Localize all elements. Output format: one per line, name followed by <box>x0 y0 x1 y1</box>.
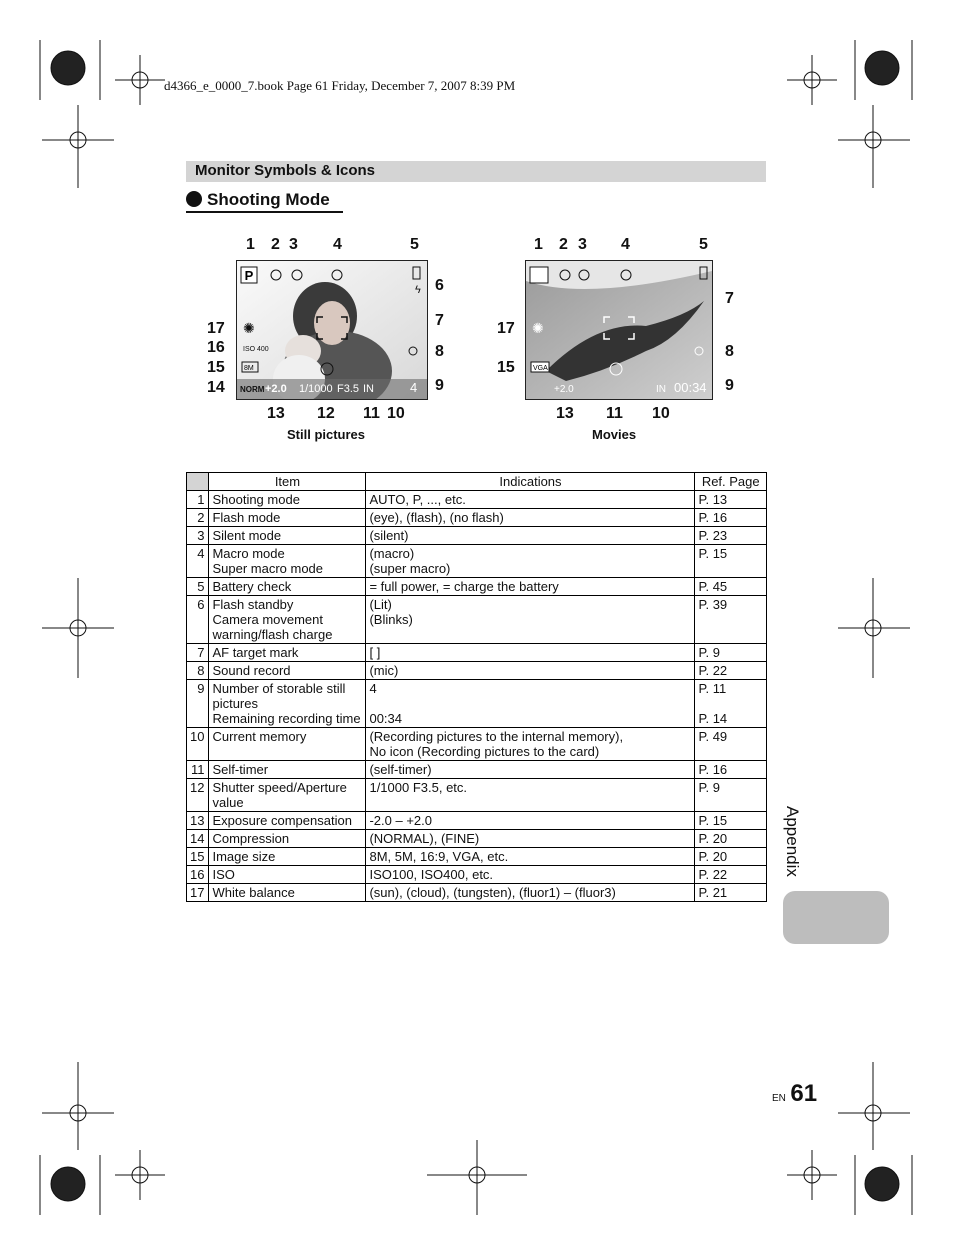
table-cell-item-line: AF target mark <box>212 645 299 660</box>
movie-exposure-value: +2.0 <box>554 384 574 395</box>
table-cell-indications <box>366 728 695 761</box>
still-callout-15: 15 <box>207 359 225 376</box>
still-callout-8: 8 <box>435 343 444 360</box>
table-cell-item <box>209 491 366 509</box>
table-cell-item-line: Sound record <box>212 663 291 678</box>
still-callout-7: 7 <box>435 312 444 329</box>
table-cell-number: 4 <box>187 545 209 578</box>
table-cell-indications <box>366 848 695 866</box>
table-header-item: Item <box>209 473 366 491</box>
table-cell-number: 9 <box>187 680 209 728</box>
still-callout-13: 13 <box>267 405 285 422</box>
table-cell-item-line: Current memory <box>212 729 307 744</box>
table-cell-number: 10 <box>187 728 209 761</box>
memory-icon: IN <box>363 383 374 395</box>
table-row <box>187 509 767 527</box>
table-row <box>187 662 767 680</box>
table-cell-item <box>209 728 366 761</box>
table-cell-item <box>209 527 366 545</box>
table-cell-ref <box>695 527 767 545</box>
table-body <box>187 491 767 902</box>
table-cell-number: 15 <box>187 848 209 866</box>
table-row <box>187 884 767 902</box>
table-cell-indications <box>366 866 695 884</box>
table-cell-ref-line: P. 16 <box>698 762 728 777</box>
table-cell-indications-line: (super macro) <box>369 561 451 576</box>
table-cell-item-line: pictures <box>212 696 258 711</box>
symbols-table <box>186 472 767 902</box>
table-cell-number: 2 <box>187 509 209 527</box>
still-callout-1: 1 <box>246 236 255 253</box>
subsection-title: Shooting Mode <box>207 190 330 209</box>
table-cell-ref <box>695 491 767 509</box>
table-cell-item <box>209 848 366 866</box>
table-cell-item <box>209 596 366 644</box>
table-cell-ref <box>695 779 767 812</box>
table-cell-indications-line: = full power, = charge the battery <box>369 579 559 594</box>
table-cell-indications-line: (Lit) <box>369 597 392 612</box>
table-cell-item-line: White balance <box>212 885 295 900</box>
table-cell-ref-line: P. 14 <box>698 711 728 726</box>
shutter-value: 1/1000 <box>299 383 333 395</box>
table-cell-ref-line: P. 15 <box>698 546 728 561</box>
table-cell-number: 13 <box>187 812 209 830</box>
table-cell-indications-line: 4 <box>369 681 377 696</box>
still-callout-5: 5 <box>410 236 419 253</box>
table-cell-item-line: Flash mode <box>212 510 281 525</box>
table-cell-number: 17 <box>187 884 209 902</box>
movie-caption: Movies <box>592 427 637 442</box>
table-header-row <box>187 473 767 491</box>
svg-text:✺: ✺ <box>532 320 544 336</box>
table-cell-ref-line: P. 9 <box>698 645 720 660</box>
movie-callout-7: 7 <box>725 290 734 307</box>
table-cell-item-line: Super macro mode <box>212 561 324 576</box>
movie-callout-17: 17 <box>497 320 515 337</box>
table-cell-ref-line: P. 21 <box>698 885 728 900</box>
table-cell-indications-line: 8M, 5M, 16:9, VGA, etc. <box>369 849 509 864</box>
table-cell-item-line: Battery check <box>212 579 292 594</box>
table-row <box>187 527 767 545</box>
page-number: 61 <box>790 1080 818 1107</box>
table-cell-ref-line: P. 15 <box>698 813 728 828</box>
movie-callout-4: 4 <box>621 236 630 253</box>
table-cell-indications-line: (Blinks) <box>369 612 413 627</box>
table-cell-item <box>209 644 366 662</box>
table-cell-item <box>209 545 366 578</box>
movie-callout-5: 5 <box>699 236 708 253</box>
movie-photo <box>525 260 713 400</box>
table-cell-number: 5 <box>187 578 209 596</box>
table-cell-indications-line <box>369 696 691 711</box>
section-title: Monitor Symbols & Icons <box>195 162 376 179</box>
table-cell-number: 16 <box>187 866 209 884</box>
size-8m-icon: 8M <box>244 365 254 372</box>
table-cell-number: 6 <box>187 596 209 644</box>
movie-callout-10: 10 <box>652 405 670 422</box>
table-header-ref: Ref. Page <box>695 473 767 491</box>
table-cell-ref <box>695 596 767 644</box>
table-cell-item-line: Silent mode <box>212 528 282 543</box>
table-cell-ref-line: P. 22 <box>698 867 728 882</box>
table-cell-ref-line: P. 22 <box>698 663 728 678</box>
movie-callout-8: 8 <box>725 343 734 360</box>
table-cell-indications <box>366 761 695 779</box>
table-cell-ref <box>695 578 767 596</box>
table-cell-ref-line <box>698 696 763 711</box>
table-row <box>187 545 767 578</box>
still-callout-2: 2 <box>271 236 280 253</box>
still-callout-3: 3 <box>289 236 298 253</box>
table-cell-indications-line: (macro) <box>369 546 415 561</box>
table-cell-indications <box>366 680 695 728</box>
svg-text:ϟ: ϟ <box>415 284 421 296</box>
table-cell-item-line: Remaining recording time <box>212 711 361 726</box>
table-cell-indications-line: (self-timer) <box>369 762 432 777</box>
table-cell-ref-line: P. 20 <box>698 849 728 864</box>
table-cell-item-line: warning/flash charge <box>212 627 333 642</box>
table-cell-item-line: Shooting mode <box>212 492 300 507</box>
movie-callout-11: 11 <box>606 405 623 422</box>
table-cell-item-line: Macro mode <box>212 546 285 561</box>
table-cell-indications <box>366 527 695 545</box>
table-cell-item <box>209 779 366 812</box>
table-cell-indications-line: (mic) <box>369 663 399 678</box>
count-value: 4 <box>410 380 418 395</box>
table-cell-item <box>209 761 366 779</box>
table-row <box>187 848 767 866</box>
table-row <box>187 578 767 596</box>
table-cell-item-line: Exposure compensation <box>212 813 352 828</box>
appendix-side-label: Appendix <box>783 806 802 877</box>
table-cell-ref <box>695 545 767 578</box>
table-row <box>187 596 767 644</box>
table-cell-ref <box>695 644 767 662</box>
table-row <box>187 728 767 761</box>
table-cell-ref-line: P. 20 <box>698 831 728 846</box>
table-row <box>187 779 767 812</box>
table-cell-item-line: ISO <box>212 867 235 882</box>
table-cell-item <box>209 509 366 527</box>
table-cell-ref <box>695 812 767 830</box>
table-cell-ref <box>695 680 767 728</box>
table-cell-indications-line: No icon (Recording pictures to the card) <box>369 744 600 759</box>
table-cell-number: 3 <box>187 527 209 545</box>
svg-text:✺: ✺ <box>243 320 255 336</box>
movie-callout-3: 3 <box>578 236 587 253</box>
page-number-block <box>772 1080 817 1108</box>
table-cell-number: 7 <box>187 644 209 662</box>
table-cell-indications <box>366 545 695 578</box>
table-cell-number: 11 <box>187 761 209 779</box>
table-cell-item-line: Camera movement <box>212 612 324 627</box>
table-row <box>187 761 767 779</box>
iso-icon: ISO 400 <box>243 346 269 353</box>
table-row <box>187 830 767 848</box>
table-cell-item-line: value <box>212 795 244 810</box>
table-cell-indications <box>366 830 695 848</box>
still-photo <box>236 260 428 400</box>
aperture-value: F3.5 <box>337 383 360 395</box>
still-callout-6: 6 <box>435 277 444 294</box>
table-cell-indications-line: (eye), (flash), (no flash) <box>369 510 504 525</box>
table-cell-ref <box>695 884 767 902</box>
movie-time-value: 00:34 <box>674 380 707 395</box>
table-cell-number: 1 <box>187 491 209 509</box>
table-cell-indications-line: (NORMAL), (FINE) <box>369 831 480 846</box>
table-cell-indications <box>366 644 695 662</box>
table-row <box>187 812 767 830</box>
table-cell-ref-line: P. 49 <box>698 729 728 744</box>
table-cell-item-line: Image size <box>212 849 276 864</box>
table-cell-ref <box>695 509 767 527</box>
still-callout-10: 10 <box>387 405 405 422</box>
still-callout-11: 11 <box>363 405 380 422</box>
table-cell-item <box>209 680 366 728</box>
table-cell-ref-line: P. 23 <box>698 528 728 543</box>
table-header-num <box>187 473 209 491</box>
table-cell-indications <box>366 578 695 596</box>
table-cell-item <box>209 812 366 830</box>
book-header-line: d4366_e_0000_7.book Page 61 Friday, December 7, 2007 8:39 PM <box>164 78 516 93</box>
movie-callout-15: 15 <box>497 359 515 376</box>
table-cell-item <box>209 830 366 848</box>
table-cell-number: 8 <box>187 662 209 680</box>
table-cell-indications-line: 00:34 <box>369 711 403 726</box>
page-lang: EN <box>772 1093 786 1104</box>
table-row <box>187 680 767 728</box>
still-callout-4: 4 <box>333 236 342 253</box>
table-cell-item <box>209 578 366 596</box>
table-cell-item <box>209 662 366 680</box>
table-cell-ref <box>695 728 767 761</box>
movie-callout-2: 2 <box>559 236 568 253</box>
movie-callout-13: 13 <box>556 405 574 422</box>
appendix-tab <box>783 891 889 944</box>
table-cell-ref <box>695 866 767 884</box>
movie-callout-9: 9 <box>725 377 734 394</box>
table-cell-indications <box>366 509 695 527</box>
table-cell-indications <box>366 662 695 680</box>
movie-diagram <box>525 260 711 398</box>
table-cell-indications-line: ISO100, ISO400, etc. <box>369 867 494 882</box>
table-cell-indications-line: -2.0 – +2.0 <box>369 813 432 828</box>
table-cell-indications <box>366 812 695 830</box>
table-cell-ref <box>695 662 767 680</box>
table-row <box>187 491 767 509</box>
exposure-value: +2.0 <box>265 383 287 395</box>
table-row <box>187 866 767 884</box>
still-diagram <box>236 260 426 398</box>
subsection-underline <box>186 211 343 213</box>
table-cell-ref-line: P. 39 <box>698 597 728 612</box>
table-cell-indications <box>366 491 695 509</box>
table-cell-item-line: Number of storable still <box>212 681 346 696</box>
table-cell-item <box>209 884 366 902</box>
table-cell-number: 14 <box>187 830 209 848</box>
table-cell-ref-line: P. 45 <box>698 579 728 594</box>
still-callout-9: 9 <box>435 377 444 394</box>
table-cell-item-line: Shutter speed/Aperture <box>212 780 347 795</box>
table-cell-item-line: Compression <box>212 831 290 846</box>
table-cell-indications-line: (silent) <box>369 528 409 543</box>
norm-icon: NORM <box>240 385 265 394</box>
table-cell-indications-line: (Recording pictures to the internal memory), <box>369 729 624 744</box>
table-cell-indications <box>366 596 695 644</box>
table-cell-item-line: Flash standby <box>212 597 294 612</box>
table-cell-indications-line: AUTO, P, ..., etc. <box>369 492 466 507</box>
table-cell-indications <box>366 779 695 812</box>
table-cell-number: 12 <box>187 779 209 812</box>
table-row <box>187 644 767 662</box>
table-cell-ref-line: P. 11 <box>698 681 727 696</box>
size-vga-icon: VGA <box>533 365 548 372</box>
bullet-icon <box>186 191 202 207</box>
table-cell-ref <box>695 830 767 848</box>
table-cell-ref-line: P. 9 <box>698 780 720 795</box>
table-cell-item <box>209 866 366 884</box>
table-cell-ref-line: P. 13 <box>698 492 728 507</box>
table-cell-ref <box>695 761 767 779</box>
table-cell-indications-line: [ ] <box>369 645 381 660</box>
mode-p-icon: P <box>244 268 254 283</box>
still-callout-17: 17 <box>207 320 225 337</box>
subsection-heading <box>186 190 330 210</box>
still-callout-14: 14 <box>207 379 225 396</box>
still-callout-12: 12 <box>317 405 335 422</box>
table-cell-indications <box>366 884 695 902</box>
movie-memory-icon: IN <box>656 384 666 395</box>
still-callout-16: 16 <box>207 339 225 356</box>
table-cell-indications-line: (sun), (cloud), (tungsten), (fluor1) – (fluor3) <box>369 885 616 900</box>
table-cell-ref-line: P. 16 <box>698 510 728 525</box>
table-header-indications: Indications <box>366 473 695 491</box>
movie-callout-1: 1 <box>534 236 543 253</box>
table-cell-item-line: Self-timer <box>212 762 269 777</box>
still-caption: Still pictures <box>287 427 366 442</box>
table-cell-ref <box>695 848 767 866</box>
table-cell-indications-line: 1/1000 F3.5, etc. <box>369 780 468 795</box>
